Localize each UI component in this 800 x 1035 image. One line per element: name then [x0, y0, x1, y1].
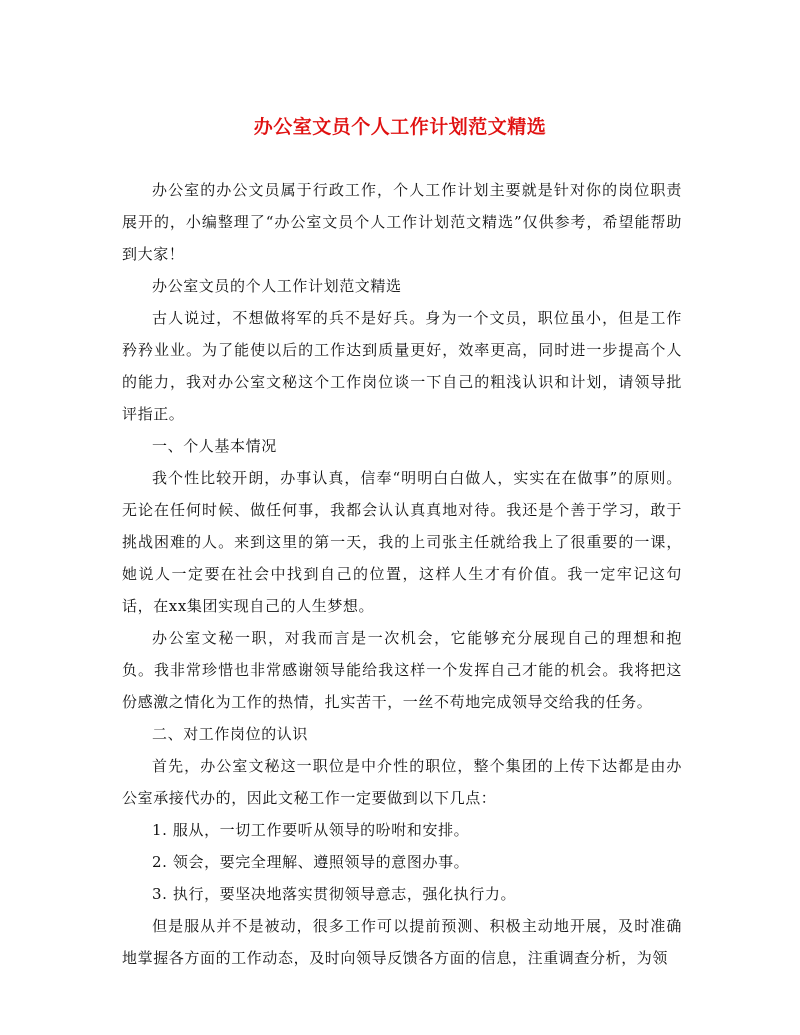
paragraph-first-point: 首先，办公室文秘这一职位是中介性的职位，整个集团的上传下达都是由办公室承接代办的，因此文秘工作一定要做到以下几点： [122, 757, 682, 807]
paragraph-intro: 办公室的办公文员属于行政工作，个人工作计划主要就是针对你的岗位职责展开的，小编整理了“办公室文员个人工作计划范文精选”仅供参考，希望能帮助到大家！ [122, 181, 682, 263]
document-body [122, 174, 682, 974]
list-item-execute: 3. 执行，要坚决地落实贯彻领导意志，强化执行力。 [152, 885, 517, 903]
paragraph-personality: 我个性比较开朗，办事认真，信奉“明明白白做人，实实在在做事”的原则。无论在任何时候、做任何事，我都会认认真真地对待。我还是个善于学习，敢于挑战困难的人。来到这里的第一天，我的上司张主任就给我上了很重要的一课，她说人一定要在社会中找到自己的位置，这样人生才有价值。我一定牢记这句话，在xx集团实现自己的人生梦想。 [122, 469, 682, 615]
paragraph-subtitle: 办公室文员的个人工作计划范文精选 [152, 277, 402, 295]
list-item-understand: 2. 领会，要完全理解、遵照领导的意图办事。 [152, 853, 470, 871]
section-heading-personal-info: 一、个人基本情况 [152, 437, 277, 455]
section-heading-job-understanding: 二、对工作岗位的认识 [152, 725, 309, 743]
paragraph-opportunity: 办公室文秘一职，对我而言是一次机会，它能够充分展现自己的理想和抱负。我非常珍惜也非常感谢领导能给我这样一个发挥自己才能的机会。我将把这份感激之情化为工作的热情，扎实苦干，一丝不苟地完成领导交给我的任务。 [122, 629, 682, 711]
paragraph-not-passive: 但是服从并不是被动，很多工作可以提前预测、积极主动地开展，及时准确地掌握各方面的工作动态，及时向领导反馈各方面的信息，注重调查分析，为领 [122, 917, 682, 967]
list-item-obey: 1. 服从，一切工作要听从领导的吩咐和安排。 [152, 821, 470, 839]
paragraph-ancient-saying: 古人说过，不想做将军的兵不是好兵。身为一个文员，职位虽小，但是工作矜矜业业。为了能使以后的工作达到质量更好，效率更高，同时进一步提高个人的能力，我对办公室文秘这个工作岗位谈一下自己的粗浅认识和计划，请领导批评指正。 [122, 309, 682, 423]
document-title: 办公室文员个人工作计划范文精选 [253, 116, 547, 138]
